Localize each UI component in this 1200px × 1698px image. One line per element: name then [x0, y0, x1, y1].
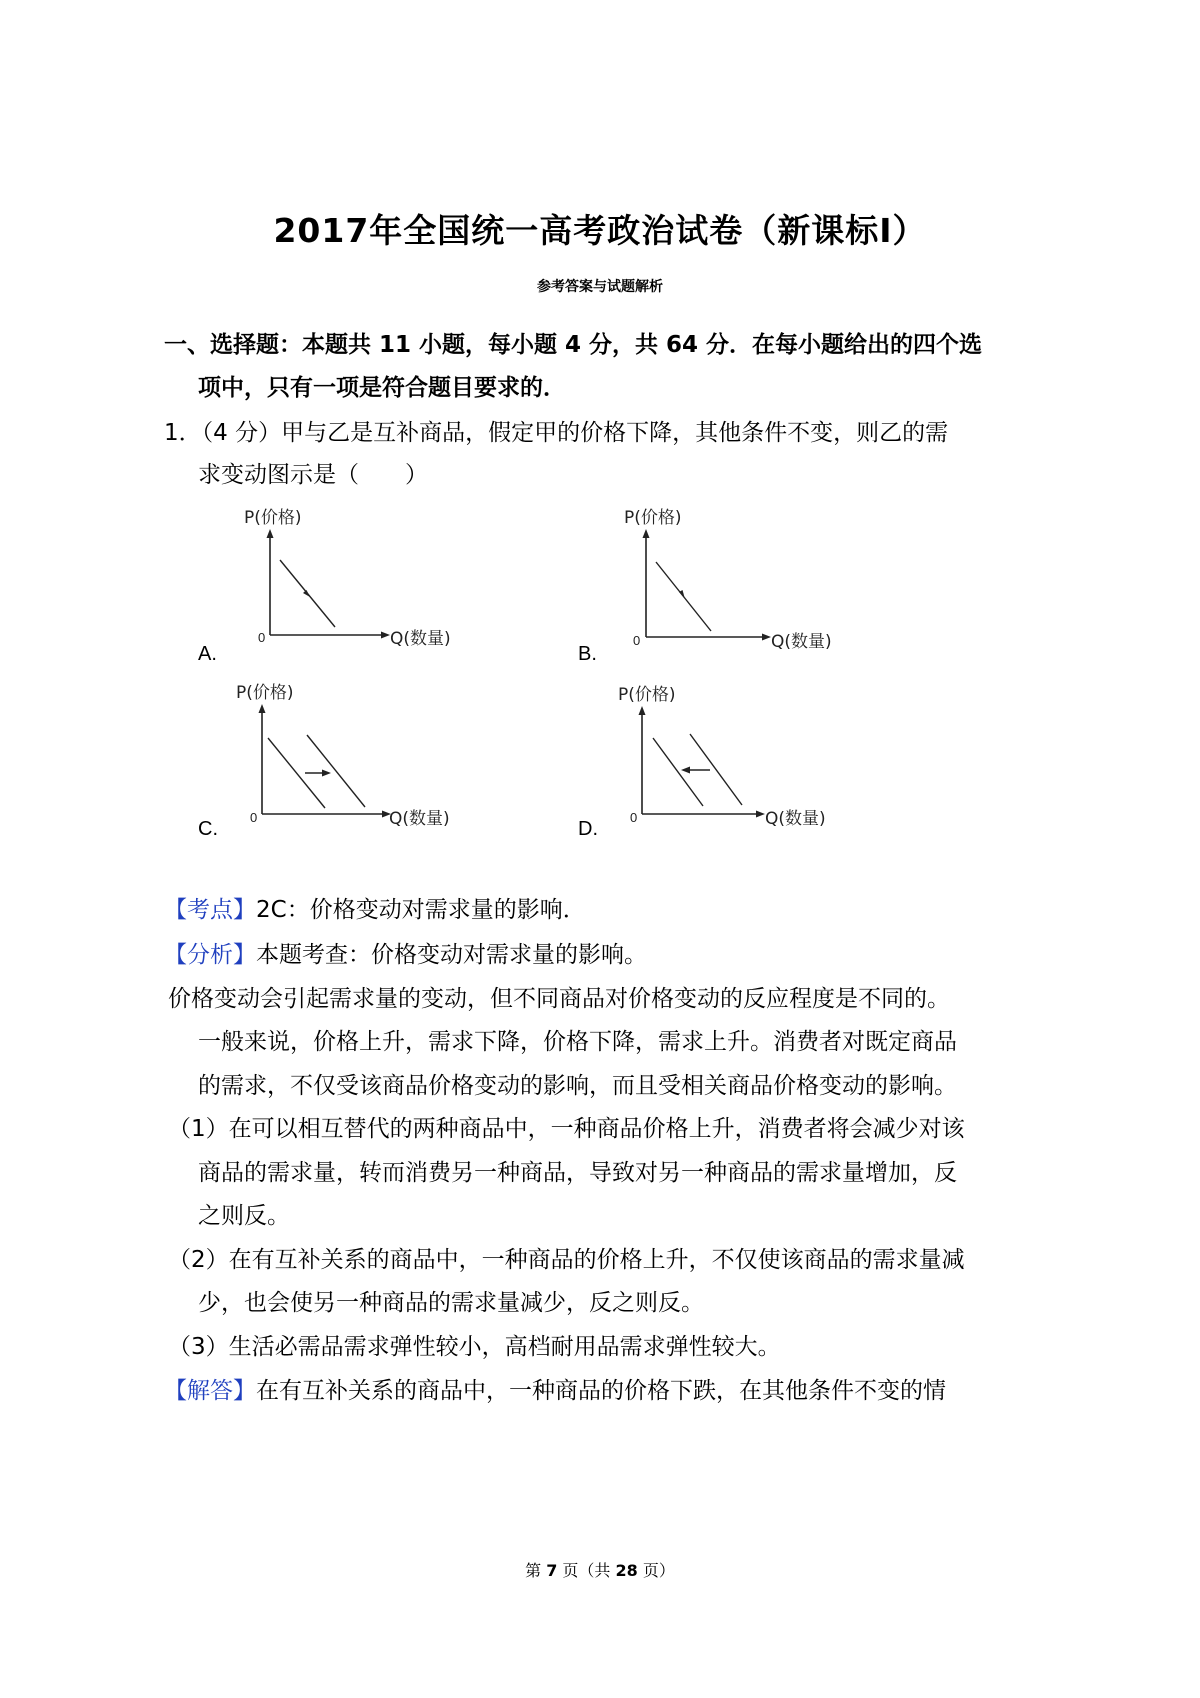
- movement-arrow-icon: [303, 590, 310, 597]
- document-title: 2017年全国统一高考政治试卷（新课标Ⅰ）: [273, 211, 927, 250]
- footer-page-number: 7: [546, 1561, 558, 1580]
- jieda-line: [164, 1376, 946, 1406]
- analysis-p3-line1: （2）在有互补关系的商品中，一种商品的价格上升，不仅使该商品的需求量减: [168, 1247, 965, 1273]
- x-axis-label: Q(数量): [390, 629, 451, 649]
- analysis-p3-line2: 少，也会使另一种商品的需求量减少，反之则反。: [198, 1290, 704, 1316]
- footer-total-pages: 28: [615, 1561, 638, 1580]
- analysis-p2-line3: 之则反。: [198, 1203, 290, 1229]
- origin-label: 0: [630, 810, 638, 825]
- origin-label: 0: [258, 630, 266, 645]
- page-footer: [0, 1558, 1200, 1581]
- footer-prefix: 第: [525, 1561, 542, 1580]
- option-a-label[interactable]: A.: [198, 643, 217, 665]
- option-b-label[interactable]: B.: [578, 643, 597, 665]
- analysis-p2-line2: 商品的需求量，转而消费另一种商品，导致对另一种商品的需求量增加，反: [198, 1160, 957, 1186]
- kaodian-text: 2C：价格变动对需求量的影响．: [256, 897, 586, 923]
- analysis-p4-line1: （3）生活必需品需求弹性较小，高档耐用品需求弹性较大。: [168, 1334, 781, 1360]
- fenxi-tag: 【分析】: [164, 942, 256, 968]
- option-a-graph: [240, 505, 451, 659]
- section-heading-line1: 一、选择题：本题共 11 小题，每小题 4 分，共 64 分．在每小题给出的四个选: [164, 332, 983, 358]
- option-b-graph: [616, 505, 832, 659]
- section-heading-line2: 项中，只有一项是符合题目要求的．: [198, 375, 566, 401]
- footer-suffix: 页）: [642, 1561, 675, 1580]
- origin-label: 0: [633, 633, 641, 648]
- y-axis-label: P(价格): [618, 685, 676, 705]
- analysis-p2-line1: （1）在可以相互替代的两种商品中，一种商品价格上升，消费者将会减少对该: [168, 1116, 965, 1142]
- origin-label: 0: [250, 810, 258, 825]
- analysis-p1-line3: 的需求，不仅受该商品价格变动的影响，而且受相关商品价格变动的影响。: [198, 1073, 957, 1099]
- document-subtitle: 参考答案与试题解析: [537, 279, 663, 295]
- kaodian-tag: 【考点】: [164, 897, 256, 923]
- y-axis-label: P(价格): [244, 508, 302, 528]
- jieda-tag: 【解答】: [164, 1378, 256, 1404]
- fenxi-line: [164, 940, 647, 970]
- jieda-text: 在有互补关系的商品中，一种商品的价格下跌，在其他条件不变的情: [256, 1378, 946, 1404]
- question-1-line2: 求变动图示是（ ）: [198, 462, 428, 488]
- kaodian-line: [164, 895, 586, 925]
- x-axis-label: Q(数量): [771, 632, 832, 652]
- option-d-label[interactable]: D.: [578, 818, 598, 840]
- fenxi-text: 本题考查：价格变动对需求量的影响。: [256, 942, 647, 968]
- analysis-p1-line2: 一般来说，价格上升，需求下降，价格下降，需求上升。消费者对既定商品: [198, 1029, 957, 1055]
- x-axis-label: Q(数量): [765, 809, 826, 829]
- option-c-graph: [232, 680, 450, 834]
- option-d-graph: [610, 682, 826, 836]
- analysis-p1-line1: 价格变动会引起需求量的变动，但不同商品对价格变动的反应程度是不同的。: [168, 986, 950, 1012]
- footer-middle: 页（共: [562, 1561, 611, 1580]
- y-axis-label: P(价格): [624, 508, 682, 528]
- question-1-line1: 1．（4 分）甲与乙是互补商品，假定甲的价格下降，其他条件不变，则乙的需: [164, 420, 949, 446]
- y-axis-label: P(价格): [236, 683, 294, 703]
- option-c-label[interactable]: C.: [198, 818, 218, 840]
- x-axis-label: Q(数量): [389, 809, 450, 829]
